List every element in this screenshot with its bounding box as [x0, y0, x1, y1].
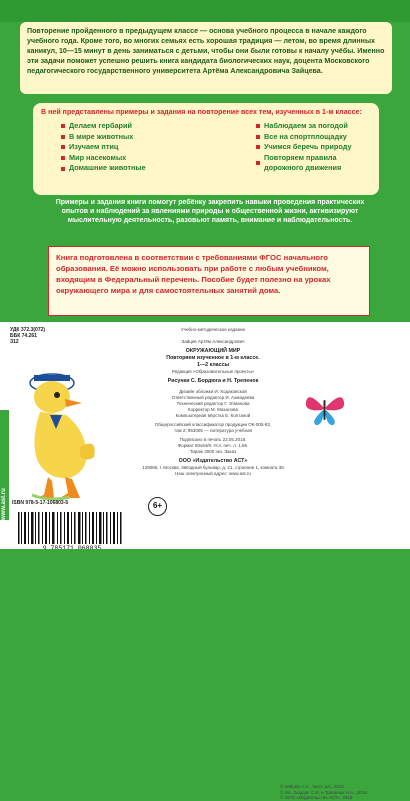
intro-text: Повторение пройденного в предыдущем классе — основа учебного процесса в начале каждого учебного года. Кроме того, во многих семьях есть хорошая традиция — летом, во время длинных каникул, 10—15 минут в день заниматься с детьми, чтобы они были готовы к началу учёбы. Именно эти задачи поможет успешно решить книга кандидата биологических наук, доцента Московского педагогического государственного университета Артёма Александровича Зайцева.	[27, 27, 385, 75]
duck-illustration	[10, 357, 105, 502]
bullet-icon	[256, 135, 260, 139]
imprint-line: Подписано в печать 23.05.2018.	[179, 437, 247, 442]
top-band	[0, 0, 410, 22]
email-line: Наш электронный адрес: www.ast.ru	[175, 471, 251, 476]
copyright-block: © Зайцев А.А., текст, ил., 2018 © Ил., Бордюг С.И. и Трепенок Н.А., 2018 © ООО «Издательство АСТ», 2018	[280, 784, 367, 800]
topic-item: Делаем гербарий	[41, 121, 204, 132]
topic-item: Учимся беречь природу	[208, 142, 371, 153]
edition-type: Учебно-методическое издание	[180, 327, 246, 332]
standards-text: Книга подготовлена в соответствии с требованиями ФГОС начального образования. Её можно использовать при работе с любым учебником, входящим в Федеральный перечень. Пособие будет полезно на уроках окружающего мира и для самостоятельных занятий дома.	[56, 253, 331, 295]
butterfly-illustration	[302, 388, 347, 428]
bullet-icon	[61, 156, 65, 160]
website-url[interactable]: www.ast.ru	[1, 488, 7, 520]
imprint-line: Компьютерная вёрстка Е. Колтаной	[175, 413, 251, 418]
illustrators-line: Рисунки С. Бордюга и Н. Трепенок	[167, 378, 259, 384]
book-title: ОКРУЖАЮЩИЙ МИР	[185, 348, 241, 354]
bullet-icon	[61, 124, 65, 128]
imprint-center	[118, 327, 308, 477]
topic-item: Все на спортплощадку	[208, 132, 371, 143]
author-line: Зайцев Артём Александрович	[181, 339, 245, 344]
bullet-icon	[256, 145, 260, 149]
imprint-line: Тираж 3000 экз. Заказ	[189, 449, 237, 454]
topic-item: Изучаем птиц	[41, 142, 204, 153]
bullet-icon	[61, 135, 65, 139]
bullet-icon	[256, 124, 260, 128]
intro-panel	[20, 22, 392, 94]
imprint-line: Корректор М. Мазалова	[187, 407, 238, 412]
book-grades: 1—2 классы	[196, 362, 230, 368]
bullet-icon	[256, 161, 260, 165]
imprint-panel	[0, 322, 410, 800]
udk-block: УДК 372.3(072) ББК 74.261 З12	[10, 327, 46, 345]
contents-heading: В ней представлены примеры и задания на повторение всех тем, изученных в 1-м классе:	[41, 108, 362, 116]
barcode	[12, 510, 132, 552]
topics-right-column	[208, 121, 371, 174]
editor-line: Редакция «Образовательные проекты»	[171, 369, 255, 374]
imprint-line: Ответственный редактор И. Ахмадеева	[171, 395, 255, 400]
standards-box	[48, 246, 370, 316]
address-line: 129085, г. Москва, Звёздный бульвар, д. 21, строение 1, комната 39	[142, 465, 284, 470]
bottom-bar	[0, 549, 410, 554]
topic-item: Мир насекомых	[41, 153, 204, 164]
imprint-line: Дизайн обложки И. Ходаковской	[179, 389, 247, 394]
age-rating-badge: 6+	[148, 497, 167, 516]
bullet-icon	[61, 167, 65, 171]
topics-left-column	[41, 121, 204, 174]
topic-item: Наблюдаем за погодой	[208, 121, 371, 132]
imprint-line: том 2; 953005 — литература учебная	[173, 428, 253, 433]
imprint-line: Технический редактор Г. Этманова	[176, 401, 250, 406]
topics-list	[41, 121, 371, 174]
imprint-line: Формат 60х84/8. Усл. печ. л. 1,86.	[177, 443, 249, 448]
contents-panel	[33, 103, 379, 195]
topic-item: В мире животных	[41, 132, 204, 143]
topic-item: Домашние животные	[41, 163, 204, 174]
imprint-line: Общероссийский классификатор продукции ОК-005-93,	[154, 422, 272, 427]
publisher-line: ООО «Издательство АСТ»	[178, 458, 248, 464]
book-subtitle: Повторяем изученное в 1-м классе.	[166, 355, 260, 361]
isbn-label: ISBN 978-5-17-106803-5	[12, 500, 69, 506]
about-text: Примеры и задания книги помогут ребёнку закрепить навыки проведения практических опытов и наблюдений за явлениями природы и общественной жизни, активизируют мыслительную деятельность, разовьют память, внимание и наблюдательность.	[55, 199, 365, 224]
topic-item: Повторяем правила дорожного движения	[208, 153, 371, 174]
bullet-icon	[61, 145, 65, 149]
